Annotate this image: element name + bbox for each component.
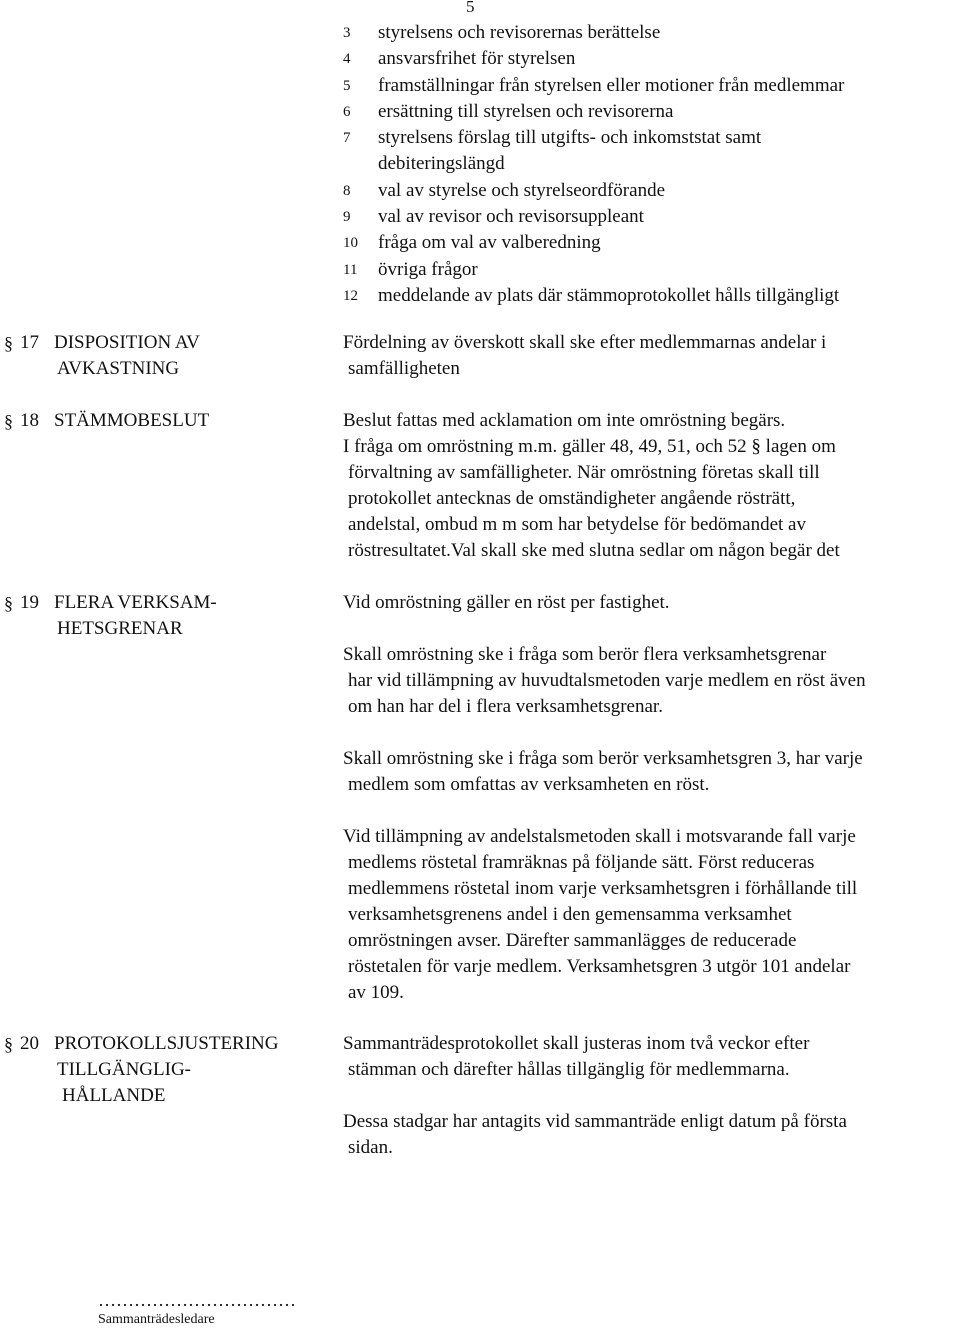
section-title-line: PROTOKOLLSJUSTERING <box>54 1033 279 1054</box>
body-line: röstetalen för varje medlem. Verksamhetsgren 3 utgör 101 andelar <box>348 956 851 977</box>
agenda-item-text: val av styrelse och styrelseordförande <box>378 179 666 201</box>
body-line: Sammanträdesprotokollet skall justeras inom två veckor efter <box>343 1033 810 1054</box>
section-number: 18 <box>20 410 39 431</box>
agenda-item <box>343 178 955 204</box>
section-title-line: AVKASTNING <box>57 358 180 379</box>
body-line: sidan. <box>348 1137 393 1158</box>
body-paragraph <box>343 642 958 720</box>
agenda-item <box>343 283 955 309</box>
section-title-line: DISPOSITION AV <box>54 332 200 353</box>
paragraph-sign: § <box>4 333 13 353</box>
section-heading <box>4 590 334 642</box>
body-line: medlems röstetal framräknas på följande sätt. Först reduceras <box>348 852 815 873</box>
signature-line: …………………………… <box>98 1290 296 1310</box>
section-title-line: TILLGÄNGLIG- <box>57 1059 192 1080</box>
body-line: andelstal, ombud m m som har betydelse för bedömandet av <box>348 514 806 535</box>
agenda-item-text: fråga om val av valberedning <box>378 232 601 254</box>
section-title-line: HÅLLANDE <box>62 1085 166 1106</box>
body-paragraph <box>343 1031 958 1083</box>
body-line: I fråga om omröstning m.m. gäller 48, 49, 51, och 52 § lagen om <box>343 436 836 457</box>
page-number: 5 <box>466 0 475 16</box>
body-line: Dessa stadgar har antagits vid sammanträde enligt datum på första <box>343 1111 847 1132</box>
body-line: Vid tillämpning av andelstalsmetoden skall i motsvarande fall varje <box>343 826 856 847</box>
body-line: har vid tillämpning av huvudtalsmetoden varje medlem en röst även <box>348 670 866 691</box>
signature-label: Sammanträdesledare <box>98 1312 215 1327</box>
body-line: Fördelning av överskott skall ske efter medlemmarnas andelar i <box>343 332 827 353</box>
body-line: Skall omröstning ske i fråga som berör verksamhetsgren 3, har varje <box>343 748 863 769</box>
agenda-item-text: ersättning till styrelsen och revisorerna <box>378 100 674 122</box>
section-title <box>54 330 334 382</box>
agenda-list <box>343 20 955 309</box>
section-heading <box>4 408 334 434</box>
agenda-item-text: ansvarsfrihet för styrelsen <box>378 48 576 70</box>
agenda-item <box>343 257 955 283</box>
section-title-line: FLERA VERKSAM- <box>54 592 217 613</box>
body-line: röstresultatet.Val skall ske med slutna sedlar om någon begär det <box>348 540 840 561</box>
agenda-item-continuation: debiteringslängd <box>378 153 505 175</box>
body-line: protokollet antecknas de omständigheter angående rösträtt, <box>348 488 796 509</box>
section-number: 19 <box>20 592 39 613</box>
section-title <box>54 590 334 642</box>
agenda-item-number: 8 <box>343 182 351 199</box>
agenda-item <box>343 125 955 151</box>
agenda-item-text: styrelsens och revisorernas berättelse <box>378 22 661 43</box>
agenda-item-number: 12 <box>343 287 358 304</box>
body-paragraph <box>343 408 958 564</box>
body-line: av 109. <box>348 982 404 1003</box>
body-paragraph <box>343 746 958 798</box>
body-line: stämman och därefter hållas tillgänglig för medlemmarna. <box>348 1059 790 1080</box>
section-body <box>343 330 958 382</box>
body-line: verksamhetsgrenens andel i den gemensamma verksamhet <box>348 904 792 925</box>
agenda-item <box>343 46 955 72</box>
body-paragraph <box>343 590 958 616</box>
section-number: 20 <box>20 1033 39 1054</box>
agenda-item-text: val av revisor och revisorsuppleant <box>378 206 644 228</box>
agenda-item-number: 5 <box>343 77 351 94</box>
body-line: Vid omröstning gäller en röst per fastighet. <box>343 592 670 613</box>
paragraph-sign: § <box>4 593 13 613</box>
agenda-item-number: 7 <box>343 130 351 147</box>
body-line: Skall omröstning ske i fråga som berör flera verksamhetsgrenar <box>343 644 827 665</box>
body-line: samfälligheten <box>348 358 460 379</box>
agenda-item <box>343 204 955 230</box>
agenda-item <box>343 230 955 256</box>
agenda-item-number: 4 <box>343 51 351 68</box>
signature-block <box>98 1290 296 1330</box>
section-body <box>343 408 958 564</box>
agenda-item <box>343 99 955 125</box>
body-line: medlem som omfattas av verksamheten en röst. <box>348 774 710 795</box>
agenda-item-number: 9 <box>343 209 351 226</box>
agenda-item-number: 6 <box>343 103 351 120</box>
paragraph-sign: § <box>4 411 13 431</box>
agenda-item <box>343 20 955 46</box>
agenda-item-text: styrelsens förslag till utgifts- och inkomststat samt <box>378 127 762 149</box>
agenda-item-number: 10 <box>343 235 358 252</box>
section-title <box>54 408 334 434</box>
body-paragraph <box>343 330 958 382</box>
body-line: förvaltning av samfälligheter. När omröstning företas skall till <box>348 462 820 483</box>
agenda-item-text: meddelande av plats där stämmoprotokollet hålls tillgängligt <box>378 284 840 306</box>
section-title <box>54 1031 334 1109</box>
agenda-item-number: 11 <box>343 261 358 278</box>
section-body <box>343 590 958 1006</box>
section-heading <box>4 330 334 382</box>
agenda-item-number: 3 <box>343 25 351 41</box>
section-body <box>343 1031 958 1161</box>
body-line: om han har del i flera verksamhetsgrenar. <box>348 696 663 717</box>
body-line: medlemmens röstetal inom varje verksamhetsgren i förhållande till <box>348 878 858 899</box>
agenda-item-text: framställningar från styrelsen eller motioner från medlemmar <box>378 74 845 96</box>
agenda-item <box>343 73 955 99</box>
paragraph-sign: § <box>4 1034 13 1054</box>
agenda-item-text: övriga frågor <box>378 258 478 280</box>
body-paragraph <box>343 1109 958 1161</box>
section-title-line: HETSGRENAR <box>57 618 183 639</box>
body-line: Beslut fattas med acklamation om inte omröstning begärs. <box>343 410 786 431</box>
section-title-line: STÄMMOBESLUT <box>54 410 210 431</box>
body-paragraph <box>343 824 958 1006</box>
section-number: 17 <box>20 332 39 353</box>
body-line: omröstningen avser. Därefter sammanlägges de reducerade <box>348 930 797 951</box>
section-heading <box>4 1031 334 1109</box>
